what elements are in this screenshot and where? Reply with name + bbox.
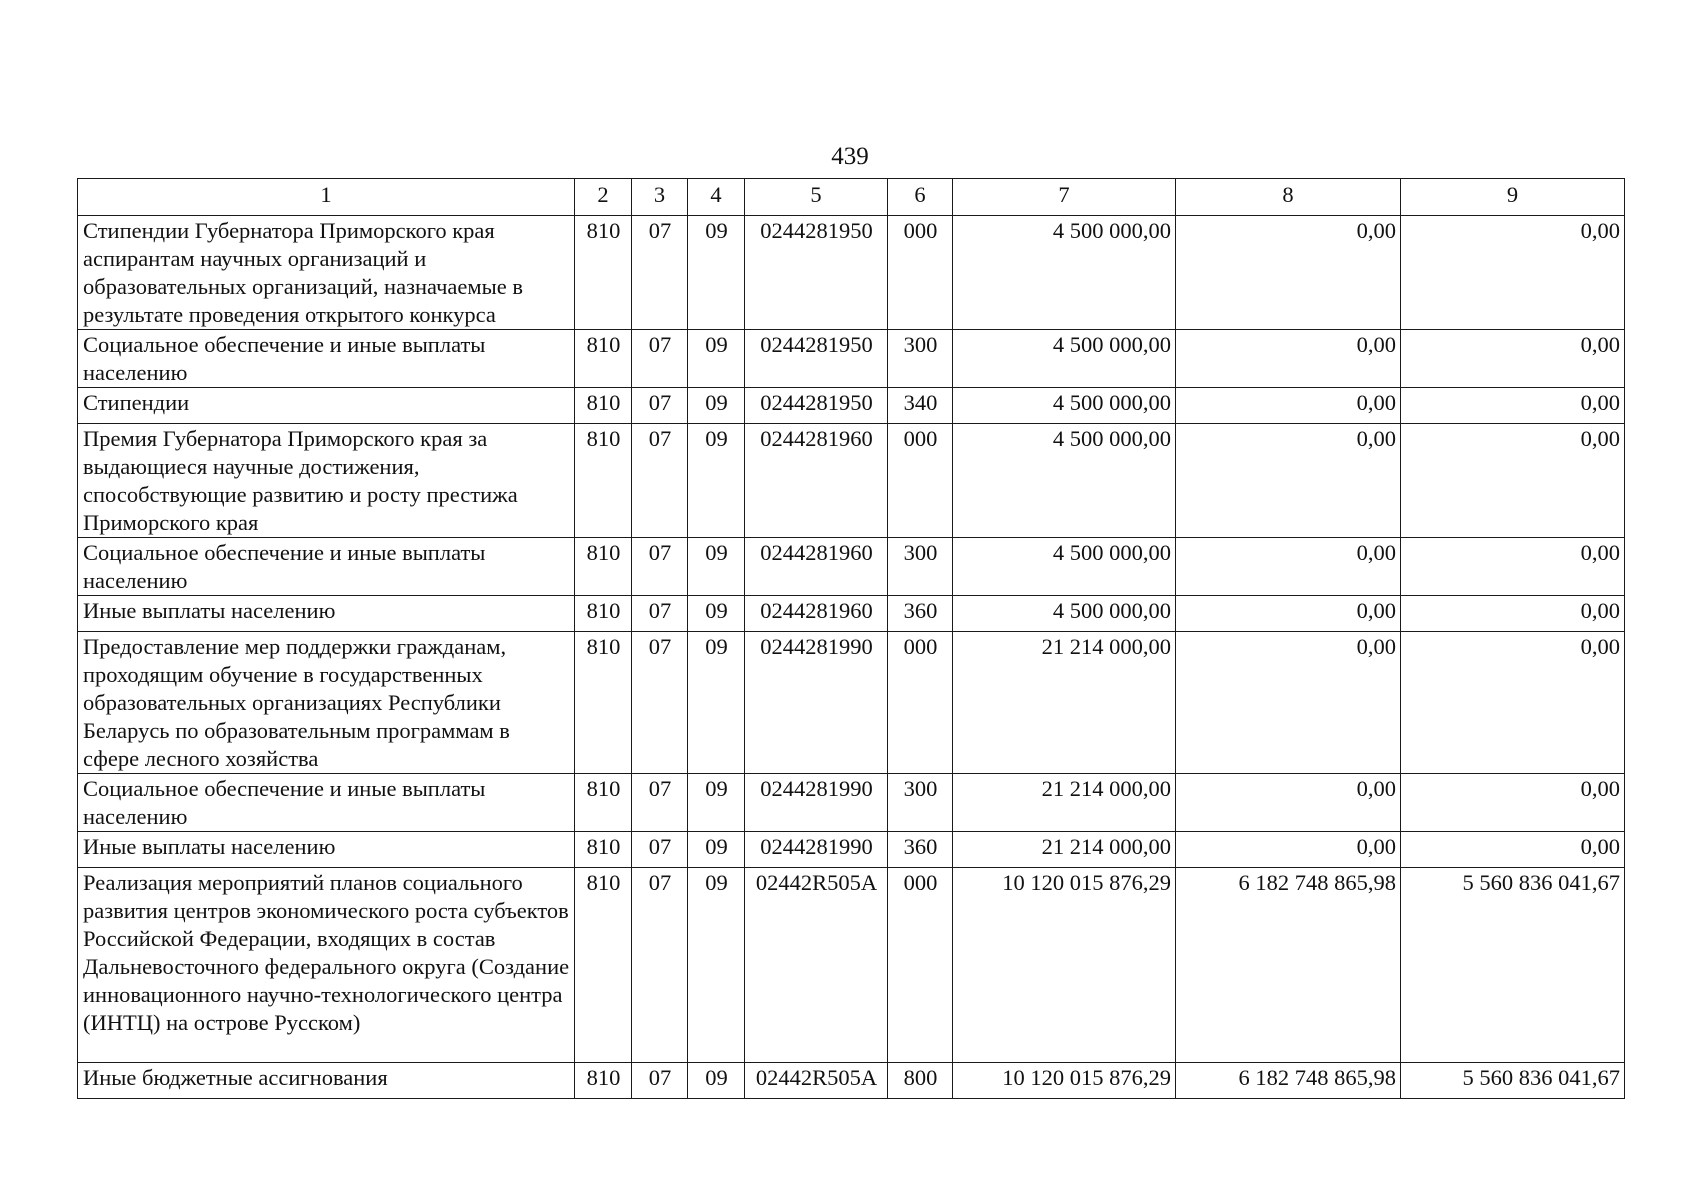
budget-table bbox=[77, 178, 1625, 1099]
row-target-article: 0244281960 bbox=[745, 424, 888, 538]
header-col-3: 3 bbox=[632, 179, 688, 216]
row-name: Иные выплаты населению bbox=[78, 596, 575, 632]
header-col-8: 8 bbox=[1176, 179, 1401, 216]
row-section-code: 07 bbox=[632, 388, 688, 424]
row-amount-col9: 0,00 bbox=[1401, 388, 1625, 424]
row-amount-col7: 21 214 000,00 bbox=[953, 832, 1176, 868]
table-row bbox=[78, 388, 1625, 424]
row-section-code: 07 bbox=[632, 632, 688, 774]
row-subsection-code: 09 bbox=[688, 832, 745, 868]
row-amount-col7: 21 214 000,00 bbox=[953, 774, 1176, 832]
row-ministry-code: 810 bbox=[575, 632, 632, 774]
row-name: Социальное обеспечение и иные выплаты населению bbox=[78, 538, 575, 596]
row-name: Премия Губернатора Приморского края за выдающиеся научные достижения, способствующие развитию и росту престижа Приморского края bbox=[78, 424, 575, 538]
row-target-article: 0244281950 bbox=[745, 330, 888, 388]
row-amount-col8: 0,00 bbox=[1176, 774, 1401, 832]
row-amount-col8: 0,00 bbox=[1176, 596, 1401, 632]
row-amount-col7: 10 120 015 876,29 bbox=[953, 868, 1176, 1063]
row-amount-col7: 4 500 000,00 bbox=[953, 388, 1176, 424]
row-name: Реализация мероприятий планов социального развития центров экономического роста субъектов Российской Федерации, входящих в состав Дальневосточного федерального округа (Создание инновационного научно-технологического центра (ИНТЦ) на острове Русском) bbox=[78, 868, 575, 1063]
row-target-article: 0244281990 bbox=[745, 774, 888, 832]
row-amount-col7: 21 214 000,00 bbox=[953, 632, 1176, 774]
row-amount-col9: 5 560 836 041,67 bbox=[1401, 868, 1625, 1063]
row-section-code: 07 bbox=[632, 1063, 688, 1099]
row-ministry-code: 810 bbox=[575, 774, 632, 832]
table-row bbox=[78, 330, 1625, 388]
row-target-article: 0244281960 bbox=[745, 596, 888, 632]
row-amount-col7: 10 120 015 876,29 bbox=[953, 1063, 1176, 1099]
row-expense-type: 000 bbox=[888, 632, 953, 774]
table-row bbox=[78, 1063, 1625, 1099]
table-row bbox=[78, 596, 1625, 632]
row-amount-col8: 0,00 bbox=[1176, 330, 1401, 388]
row-amount-col9: 0,00 bbox=[1401, 632, 1625, 774]
table-row bbox=[78, 632, 1625, 774]
row-subsection-code: 09 bbox=[688, 330, 745, 388]
row-name: Стипендии Губернатора Приморского края аспирантам научных организаций и образовательных организаций, назначаемые в результате проведения открытого конкурса bbox=[78, 216, 575, 330]
header-col-1: 1 bbox=[78, 179, 575, 216]
row-ministry-code: 810 bbox=[575, 388, 632, 424]
row-ministry-code: 810 bbox=[575, 424, 632, 538]
header-col-7: 7 bbox=[953, 179, 1176, 216]
row-target-article: 0244281990 bbox=[745, 832, 888, 868]
row-amount-col9: 0,00 bbox=[1401, 774, 1625, 832]
page-number: 439 bbox=[831, 143, 869, 170]
row-amount-col9: 0,00 bbox=[1401, 596, 1625, 632]
row-section-code: 07 bbox=[632, 216, 688, 330]
row-amount-col9: 0,00 bbox=[1401, 330, 1625, 388]
row-expense-type: 000 bbox=[888, 216, 953, 330]
row-name: Иные бюджетные ассигнования bbox=[78, 1063, 575, 1099]
row-name: Иные выплаты населению bbox=[78, 832, 575, 868]
row-amount-col7: 4 500 000,00 bbox=[953, 216, 1176, 330]
row-section-code: 07 bbox=[632, 596, 688, 632]
row-target-article: 0244281950 bbox=[745, 216, 888, 330]
row-subsection-code: 09 bbox=[688, 632, 745, 774]
table-row bbox=[78, 424, 1625, 538]
row-target-article: 0244281950 bbox=[745, 388, 888, 424]
row-subsection-code: 09 bbox=[688, 596, 745, 632]
row-amount-col7: 4 500 000,00 bbox=[953, 424, 1176, 538]
row-expense-type: 300 bbox=[888, 774, 953, 832]
row-subsection-code: 09 bbox=[688, 1063, 745, 1099]
row-amount-col8: 0,00 bbox=[1176, 424, 1401, 538]
row-amount-col9: 0,00 bbox=[1401, 216, 1625, 330]
row-section-code: 07 bbox=[632, 538, 688, 596]
row-subsection-code: 09 bbox=[688, 538, 745, 596]
table-body bbox=[78, 216, 1625, 1099]
header-col-4: 4 bbox=[688, 179, 745, 216]
row-amount-col7: 4 500 000,00 bbox=[953, 538, 1176, 596]
header-col-2: 2 bbox=[575, 179, 632, 216]
row-expense-type: 360 bbox=[888, 832, 953, 868]
header-col-5: 5 bbox=[745, 179, 888, 216]
row-section-code: 07 bbox=[632, 832, 688, 868]
row-target-article: 02442R505A bbox=[745, 1063, 888, 1099]
table-row bbox=[78, 216, 1625, 330]
row-name: Стипендии bbox=[78, 388, 575, 424]
row-expense-type: 300 bbox=[888, 538, 953, 596]
table-header bbox=[78, 179, 1625, 216]
header-col-9: 9 bbox=[1401, 179, 1625, 216]
row-section-code: 07 bbox=[632, 330, 688, 388]
row-ministry-code: 810 bbox=[575, 330, 632, 388]
header-col-6: 6 bbox=[888, 179, 953, 216]
row-target-article: 02442R505A bbox=[745, 868, 888, 1063]
row-amount-col7: 4 500 000,00 bbox=[953, 330, 1176, 388]
row-section-code: 07 bbox=[632, 424, 688, 538]
row-section-code: 07 bbox=[632, 774, 688, 832]
row-expense-type: 360 bbox=[888, 596, 953, 632]
row-amount-col8: 0,00 bbox=[1176, 632, 1401, 774]
row-ministry-code: 810 bbox=[575, 216, 632, 330]
row-subsection-code: 09 bbox=[688, 424, 745, 538]
row-amount-col8: 0,00 bbox=[1176, 216, 1401, 330]
row-expense-type: 300 bbox=[888, 330, 953, 388]
row-expense-type: 000 bbox=[888, 868, 953, 1063]
row-amount-col7: 4 500 000,00 bbox=[953, 596, 1176, 632]
row-subsection-code: 09 bbox=[688, 216, 745, 330]
row-expense-type: 340 bbox=[888, 388, 953, 424]
row-amount-col8: 6 182 748 865,98 bbox=[1176, 868, 1401, 1063]
row-subsection-code: 09 bbox=[688, 774, 745, 832]
table-row bbox=[78, 538, 1625, 596]
table-row bbox=[78, 868, 1625, 1063]
row-ministry-code: 810 bbox=[575, 868, 632, 1063]
header-row bbox=[78, 179, 1625, 216]
row-ministry-code: 810 bbox=[575, 1063, 632, 1099]
row-target-article: 0244281960 bbox=[745, 538, 888, 596]
row-amount-col8: 0,00 bbox=[1176, 388, 1401, 424]
row-amount-col8: 0,00 bbox=[1176, 832, 1401, 868]
row-name: Социальное обеспечение и иные выплаты населению bbox=[78, 330, 575, 388]
row-ministry-code: 810 bbox=[575, 832, 632, 868]
row-ministry-code: 810 bbox=[575, 596, 632, 632]
table-row bbox=[78, 774, 1625, 832]
row-expense-type: 800 bbox=[888, 1063, 953, 1099]
row-target-article: 0244281990 bbox=[745, 632, 888, 774]
row-ministry-code: 810 bbox=[575, 538, 632, 596]
row-amount-col9: 0,00 bbox=[1401, 424, 1625, 538]
row-section-code: 07 bbox=[632, 868, 688, 1063]
row-amount-col9: 0,00 bbox=[1401, 538, 1625, 596]
row-amount-col8: 0,00 bbox=[1176, 538, 1401, 596]
row-amount-col8: 6 182 748 865,98 bbox=[1176, 1063, 1401, 1099]
row-name: Предоставление мер поддержки гражданам, проходящим обучение в государственных образовательных организациях Республики Беларусь по образовательным программам в сфере лесного хозяйства bbox=[78, 632, 575, 774]
row-subsection-code: 09 bbox=[688, 868, 745, 1063]
row-amount-col9: 5 560 836 041,67 bbox=[1401, 1063, 1625, 1099]
row-subsection-code: 09 bbox=[688, 388, 745, 424]
row-amount-col9: 0,00 bbox=[1401, 832, 1625, 868]
row-name: Социальное обеспечение и иные выплаты населению bbox=[78, 774, 575, 832]
table-row bbox=[78, 832, 1625, 868]
row-expense-type: 000 bbox=[888, 424, 953, 538]
